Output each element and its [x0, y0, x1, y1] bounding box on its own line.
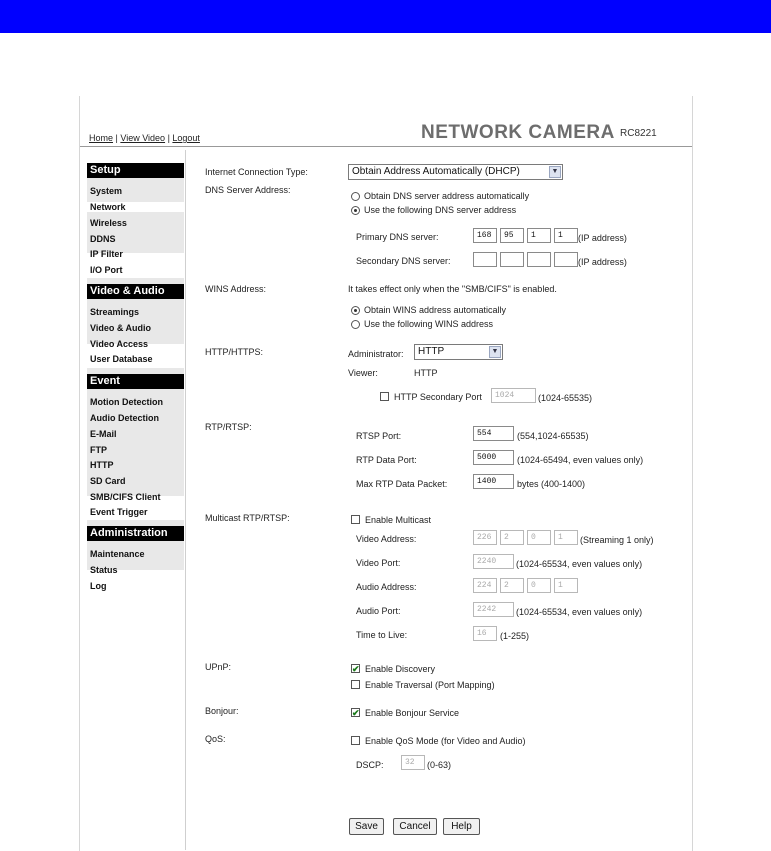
primary-dns-label: Primary DNS server:: [356, 232, 439, 242]
rtsp-port-label: RTSP Port:: [356, 431, 402, 441]
rtp-data-port-label: RTP Data Port:: [356, 455, 417, 465]
sidebar-item-smb-cifs-client[interactable]: SMB/CIFS Client: [90, 492, 161, 502]
enable-bonjour-label: Enable Bonjour Service: [365, 708, 460, 718]
sidebar-item-email[interactable]: E-Mail: [90, 429, 117, 439]
home-link[interactable]: Home: [89, 133, 114, 143]
dns-auto-radio[interactable]: [351, 192, 360, 201]
ttl-input[interactable]: 16: [473, 626, 497, 641]
primary-dns-octet-3[interactable]: 1: [527, 228, 551, 243]
save-button[interactable]: Save: [349, 818, 384, 835]
primary-dns-hint: (IP address): [578, 233, 627, 243]
video-address-octet-1[interactable]: 226: [473, 530, 497, 545]
brand-title: NETWORK CAMERA: [421, 122, 615, 143]
sidebar-item-system[interactable]: System: [90, 186, 123, 196]
audio-port-label: Audio Port:: [356, 606, 401, 616]
dscp-input[interactable]: 32: [401, 755, 425, 770]
video-port-label: Video Port:: [356, 558, 401, 568]
sidebar-item-log[interactable]: Log: [90, 581, 107, 591]
multicast-label: Multicast RTP/RTSP:: [205, 513, 290, 523]
view-video-link[interactable]: View Video: [120, 133, 166, 143]
viewer-protocol-value: HTTP: [414, 368, 438, 378]
ttl-hint: (1-255): [500, 631, 530, 641]
secondary-dns-octet-1[interactable]: [473, 252, 497, 267]
dscp-hint: (0-63): [427, 760, 452, 770]
sidebar: [80, 150, 186, 850]
page-header: [80, 96, 692, 147]
audio-address-octet-3[interactable]: 0: [527, 578, 551, 593]
http-secondary-port-input[interactable]: 1024: [491, 388, 536, 403]
http-label: HTTP/HTTPS:: [205, 347, 263, 357]
enable-bonjour-checkbox[interactable]: ✔: [352, 708, 360, 718]
top-banner: [0, 0, 771, 33]
sidebar-item-motion-detection[interactable]: Motion Detection: [90, 397, 163, 407]
help-button[interactable]: Help: [443, 818, 480, 835]
audio-address-octet-1[interactable]: 224: [473, 578, 497, 593]
wins-manual-label: Use the following WINS address: [364, 319, 494, 329]
video-port-input[interactable]: 2240: [473, 554, 514, 569]
wins-manual-radio[interactable]: [351, 320, 360, 329]
primary-dns-octet-1[interactable]: 168: [473, 228, 497, 243]
dscp-label: DSCP:: [356, 760, 384, 770]
dns-manual-label: Use the following DNS server address: [364, 205, 517, 215]
rtsp-port-input[interactable]: 554: [473, 426, 514, 441]
admin-protocol-label: Administrator:: [348, 349, 404, 359]
http-secondary-port-label: HTTP Secondary Port: [394, 392, 482, 402]
audio-address-octet-2[interactable]: 2: [500, 578, 524, 593]
chevron-down-icon: ▼: [489, 346, 501, 358]
sidebar-item-ip-filter[interactable]: IP Filter: [90, 249, 123, 259]
enable-traversal-label: Enable Traversal (Port Mapping): [365, 680, 495, 690]
sidebar-item-io-port[interactable]: I/O Port: [90, 265, 123, 275]
dns-auto-label: Obtain DNS server address automatically: [364, 191, 530, 201]
enable-multicast-checkbox[interactable]: [351, 515, 360, 524]
sidebar-item-network[interactable]: Network: [87, 202, 184, 212]
logout-link[interactable]: Logout: [172, 133, 200, 143]
wins-auto-label: Obtain WINS address automatically: [364, 305, 507, 315]
connection-type-value: Obtain Address Automatically (DHCP): [352, 166, 520, 177]
connection-type-label: Internet Connection Type:: [205, 167, 308, 177]
primary-dns-octet-2[interactable]: 95: [500, 228, 524, 243]
sidebar-item-video-access[interactable]: Video Access: [90, 339, 149, 349]
sidebar-item-ftp[interactable]: FTP: [90, 445, 107, 455]
rtp-data-port-hint: (1024-65494, even values only): [517, 455, 644, 465]
audio-address-label: Audio Address:: [356, 582, 417, 592]
wins-label: WINS Address:: [205, 284, 267, 294]
enable-discovery-label: Enable Discovery: [365, 664, 436, 674]
event-section-title: Event: [87, 374, 184, 389]
video-audio-section-title: Video & Audio: [87, 284, 184, 299]
video-address-octet-3[interactable]: 0: [527, 530, 551, 545]
secondary-dns-octet-2[interactable]: [500, 252, 524, 267]
http-secondary-port-hint: (1024-65535): [538, 393, 593, 403]
video-address-hint: (Streaming 1 only): [580, 535, 654, 545]
secondary-dns-label: Secondary DNS server:: [356, 256, 451, 266]
chevron-down-icon: ▼: [549, 166, 561, 178]
wins-auto-radio[interactable]: [351, 306, 360, 315]
audio-address-octet-4[interactable]: 1: [554, 578, 578, 593]
model-name: RC8221: [620, 128, 657, 139]
dns-label: DNS Server Address:: [205, 185, 291, 195]
top-links: Home | View Video | Logout: [89, 133, 200, 143]
admin-protocol-value: HTTP: [418, 346, 445, 357]
sidebar-item-ddns[interactable]: DDNS: [90, 234, 116, 244]
rtp-data-port-input[interactable]: 5000: [473, 450, 514, 465]
sidebar-item-audio-detection[interactable]: Audio Detection: [90, 413, 159, 423]
enable-qos-label: Enable QoS Mode (for Video and Audio): [365, 736, 526, 746]
bonjour-label: Bonjour:: [205, 706, 239, 716]
http-secondary-port-checkbox[interactable]: [380, 392, 389, 401]
enable-qos-checkbox[interactable]: [351, 736, 360, 745]
max-rtp-packet-input[interactable]: 1400: [473, 474, 514, 489]
audio-port-hint: (1024-65534, even values only): [516, 607, 643, 617]
setup-section-title: Setup: [87, 163, 184, 178]
camera-config-page: [79, 96, 693, 851]
sidebar-item-sd-card[interactable]: SD Card: [90, 476, 126, 486]
admin-protocol-select[interactable]: [414, 344, 503, 360]
max-rtp-packet-label: Max RTP Data Packet:: [356, 479, 448, 489]
enable-discovery-checkbox[interactable]: ✔: [352, 664, 360, 674]
video-port-hint: (1024-65534, even values only): [516, 559, 643, 569]
administration-section-title: Administration: [87, 526, 184, 541]
wins-note: It takes effect only when the "SMB/CIFS" is enabled.: [348, 284, 557, 294]
ttl-label: Time to Live:: [356, 630, 408, 640]
viewer-protocol-label: Viewer:: [348, 368, 378, 378]
sidebar-item-maintenance[interactable]: Maintenance: [90, 549, 145, 559]
secondary-dns-octet-4[interactable]: [554, 252, 578, 267]
dns-manual-radio[interactable]: [351, 206, 360, 215]
max-rtp-packet-hint: bytes (400-1400): [517, 479, 586, 489]
video-address-octet-2[interactable]: 2: [500, 530, 524, 545]
enable-traversal-checkbox[interactable]: [351, 680, 360, 689]
upnp-label: UPnP:: [205, 662, 232, 672]
sidebar-item-user-database[interactable]: User Database: [90, 354, 153, 364]
sidebar-item-video-audio[interactable]: Video & Audio: [90, 323, 152, 333]
sidebar-item-http[interactable]: HTTP: [90, 460, 114, 470]
sidebar-item-status[interactable]: Status: [90, 565, 118, 575]
enable-multicast-label: Enable Multicast: [365, 515, 432, 525]
secondary-dns-octet-3[interactable]: [527, 252, 551, 267]
video-address-label: Video Address:: [356, 534, 417, 544]
qos-label: QoS:: [205, 734, 226, 744]
rtsp-port-hint: (554,1024-65535): [517, 431, 589, 441]
secondary-dns-hint: (IP address): [578, 257, 627, 267]
sidebar-item-wireless[interactable]: Wireless: [90, 218, 127, 228]
audio-port-input[interactable]: 2242: [473, 602, 514, 617]
cancel-button[interactable]: Cancel: [393, 818, 437, 835]
sidebar-item-streamings[interactable]: Streamings: [90, 307, 140, 317]
sidebar-item-event-trigger[interactable]: Event Trigger: [90, 507, 148, 517]
connection-type-select[interactable]: [348, 164, 563, 180]
rtp-label: RTP/RTSP:: [205, 422, 252, 432]
video-address-octet-4[interactable]: 1: [554, 530, 578, 545]
primary-dns-octet-4[interactable]: 1: [554, 228, 578, 243]
